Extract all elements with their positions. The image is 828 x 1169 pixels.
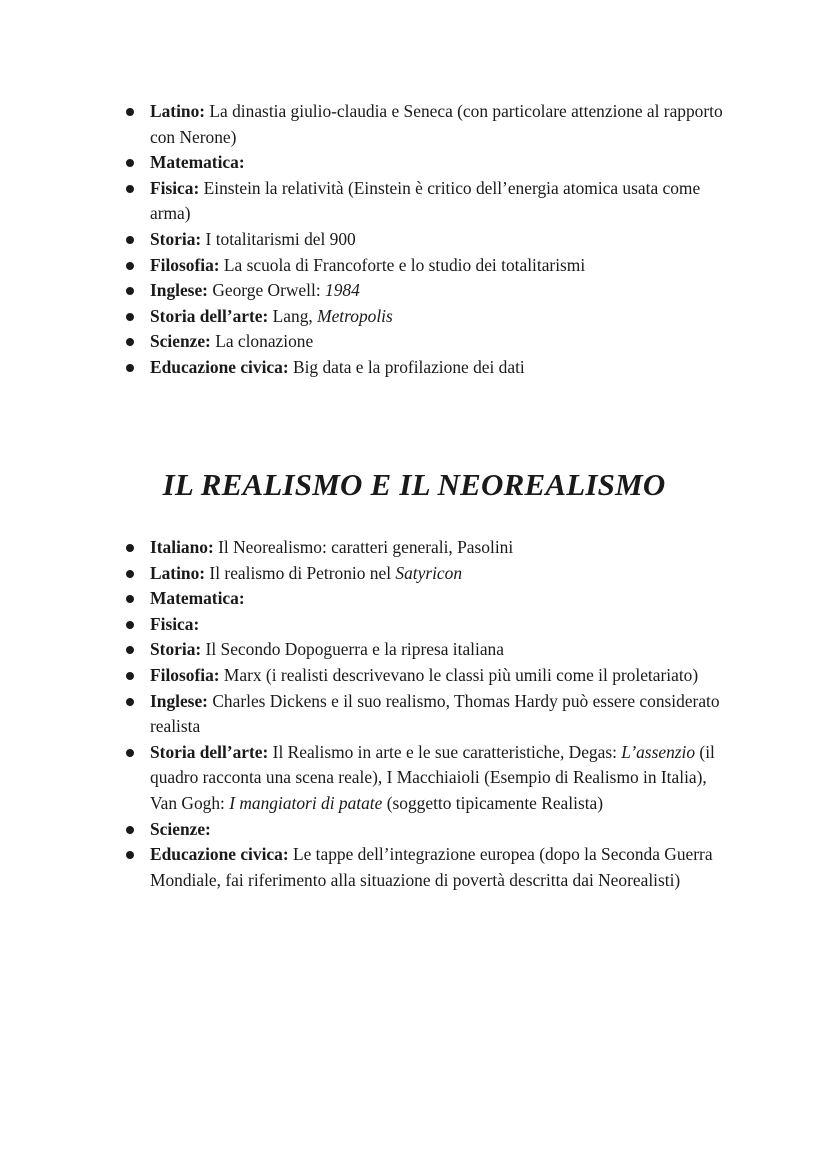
subject-label: Storia: [150,228,202,249]
work-title: Metropolis [317,305,393,326]
bullet-icon [126,698,134,706]
subject-label: Educazione civica: [150,844,289,865]
bullet-icon [126,749,134,757]
bullet-icon [126,621,134,629]
list-item-matematica [124,586,724,612]
bullet-icon [126,646,134,654]
subject-label: Filosofia: [150,664,220,685]
bullet-icon [126,595,134,603]
list-item-scienze [124,329,724,355]
subject-label: Fisica: [150,613,200,634]
subject-label: Italiano: [150,537,214,557]
subject-label: Filosofia: [150,254,220,275]
topic-text: (il quadro racconta una scena reale), I Macchiaioli (Esempio di Realismo in Italia), Van Gogh: [150,741,715,813]
bullet-icon [126,108,134,116]
subject-label: Storia dell’arte: [150,305,269,326]
subject-label: Inglese: [150,280,208,301]
topic-text: I totalitarismi del 900 [201,228,356,249]
bullet-icon [126,544,134,552]
bullet-icon [126,236,134,244]
section-title: IL REALISMO E IL NEOREALISMO [162,467,666,502]
topic-text: George Orwell: [207,280,325,301]
subject-label: Inglese: [150,690,208,711]
bullet-icon [126,262,134,270]
topic-text: Il Secondo Dopoguerra e la ripresa italiana [201,639,504,660]
subject-label: Latino: [150,101,206,121]
list-item-fisica [124,176,724,227]
topic-text: Il realismo di Petronio nel [205,562,396,583]
topic-text: Il Realismo in arte e le sue caratteristiche, Degas: [268,741,622,762]
bullet-icon [126,313,134,321]
list-item-storia [124,637,724,663]
topic-text: (soggetto tipicamente Realista) [382,792,604,813]
bullet-icon [126,672,134,680]
list-item-filosofia [124,663,724,689]
work-title: I mangiatori di patate [229,792,383,813]
list-item-latino [124,561,724,587]
topic-text: Il Neorealismo: caratteri generali, Pasolini [213,537,514,557]
bullet-icon [126,159,134,167]
topic-text: La scuola di Francoforte e lo studio dei totalitarismi [219,254,586,275]
list-item-matematica [124,150,724,176]
list-item-storia [124,227,724,253]
list-item-storia-dellarte [124,304,724,330]
topic-text: Big data e la profilazione dei dati [288,356,525,377]
topic-list-totalitarianism [124,99,724,381]
topic-text: Marx (i realisti descrivevano le classi più umili come il proletariato) [219,664,699,685]
bullet-icon [126,287,134,295]
topic-text: La clonazione [210,331,314,352]
list-item-storia-dellarte [124,740,724,817]
subject-label: Educazione civica: [150,356,289,377]
subject-label: Matematica: [150,152,245,173]
work-title: 1984 [325,280,360,301]
subject-label: Storia dell’arte: [150,741,269,762]
list-item-fisica [124,612,724,638]
subject-label: Latino: [150,562,206,583]
topic-text: Einstein la relatività (Einstein è critico dell’energia atomica usata come arma) [150,177,701,224]
subject-label: Scienze: [150,818,211,839]
subject-label: Storia: [150,639,202,660]
topic-text: La dinastia giulio-claudia e Seneca (con particolare attenzione al rapporto con Nerone) [150,101,723,147]
topic-text: Charles Dickens e il suo realismo, Thomas Hardy può essere considerato realista [150,690,720,737]
list-item-educazione-civica [124,355,724,381]
topic-list-realism [124,535,724,893]
work-title: L’assenzio [621,741,696,762]
list-item-educazione-civica [124,842,724,893]
work-title: Satyricon [395,562,463,583]
list-item-italiano [124,535,724,561]
list-item-inglese [124,278,724,304]
list-item-inglese [124,689,724,740]
bullet-icon [126,364,134,372]
topic-text: Le tappe dell’integrazione europea (dopo la Seconda Guerra Mondiale, fai riferimento alla situazione di povertà descritta dai Neorealisti) [150,844,713,890]
subject-label: Matematica: [150,588,245,609]
subject-label: Scienze: [150,331,211,352]
bullet-icon [126,826,134,834]
bullet-icon [126,851,134,859]
bullet-icon [126,338,134,346]
list-item-filosofia [124,253,724,279]
bullet-icon [126,570,134,578]
subject-label: Fisica: [150,177,200,198]
list-item-latino [124,99,724,150]
list-item-scienze [124,817,724,843]
bullet-icon [126,185,134,193]
topic-text: Lang, [268,305,318,326]
